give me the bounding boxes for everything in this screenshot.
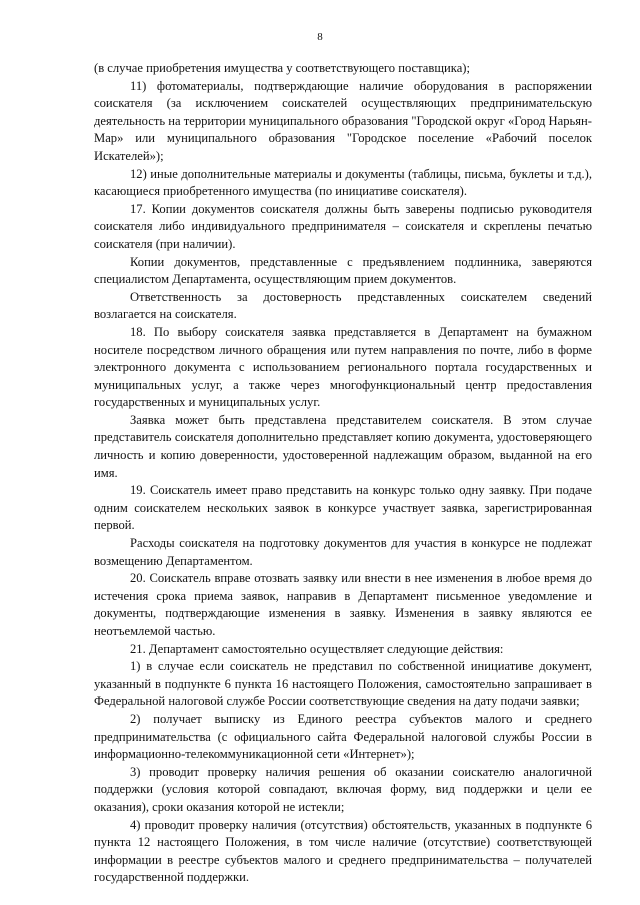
paragraph-clause-21: 21. Департамент самостоятельно осуществляет следующие действия: bbox=[130, 641, 504, 656]
paragraph-action-3: 3) проводит проверку наличия решения об оказании соискателю аналогичной поддержки (условия которой совпадают, включая форму, вид поддержки и цели ее оказания), сроки оказания которой не истекли; bbox=[94, 764, 592, 814]
paragraph-copies-certification: Копии документов, представленные с предъявлением подлинника, заверяются специалистом Департамента, осуществляющим прием документов. bbox=[94, 254, 592, 287]
paragraph-action-1: 1) в случае если соискатель не представил по собственной инициативе документ, указанный в подпункте 6 пункта 16 настоящего Положения, самостоятельно запрашивает в Федеральной налоговой службе России соответствующие сведения на дату подачи заявки; bbox=[94, 659, 592, 709]
paragraph-expenses: Расходы соискателя на подготовку документов для участия в конкурсе не подлежат возмещению Департаментом. bbox=[94, 536, 592, 568]
paragraph-clause-17: 17. Копии документов соискателя должны быть заверены подписью руководителя соискателя либо индивидуального предпринимателя – соискателя и скреплены печатью соискателя (при наличии). bbox=[94, 201, 592, 251]
paragraph-representative: Заявка может быть представлена представителем соискателя. В этом случае представитель соискателя дополнительно представляет копию документа, удостоверяющего личность и копию доверенности, удостоверенной надлежащим образом, выданной на его имя. bbox=[94, 412, 592, 480]
document-body bbox=[94, 60, 592, 887]
paragraph-clause-19: 19. Соискатель имеет право представить на конкурс только одну заявку. При подаче одним соискателем нескольких заявок в конкурсе участвует заявка, зарегистрированная первой. bbox=[94, 483, 592, 533]
paragraph-action-2: 2) получает выписку из Единого реестра субъектов малого и среднего предпринимательства (с официального сайта Федеральной налоговой службы России в информационно-телекоммуникационной сети «Интернет»); bbox=[94, 711, 592, 762]
paragraph-responsibility: Ответственность за достоверность представленных соискателем сведений возлагается на соискателя. bbox=[94, 289, 592, 322]
paragraph-item-11: 11) фотоматериалы, подтверждающие наличие оборудования в распоряжении соискателя (за исключением соискателей осуществляющих предпринимательскую деятельность на территории муниципального образования "Городской округ «Город Нарьян-Мар» или муниципального образования "Городское поселение «Рабочий поселок Искателей»); bbox=[94, 78, 592, 163]
paragraph-action-4: 4) проводит проверку наличия (отсутствия) обстоятельств, указанных в подпункте 6 пункта 12 настоящего Положения, в том числе наличие (отсутствие) соответствующей информации в реестре субъектов малого и среднего предпринимательства – получателей государственной поддержки. bbox=[94, 817, 592, 885]
paragraph-clause-18: 18. По выбору соискателя заявка представляется в Департамент на бумажном носителе посредством личного обращения или путем направления по почте, либо в форме электронного документа с использованием регионального портала государственных и муниципальных услуг, а также через многофункциональный центр предоставления государственных и муниципальных услуг. bbox=[94, 324, 592, 410]
paragraph-item-12: 12) иные дополнительные материалы и документы (таблицы, письма, буклеты и т.д.), касающиеся приобретенного имущества (по инициативе соискателя). bbox=[94, 166, 592, 199]
paragraph-clause-20: 20. Соискатель вправе отозвать заявку или внести в нее изменения в любое время до истечения срока приема заявок, направив в Департамент письменное уведомление и документы, подтверждающие изменения в заявку. Изменения в заявку являются ее неотъемлемой частью. bbox=[94, 571, 592, 638]
page-number: 8 bbox=[317, 31, 323, 43]
paragraph-continuation: (в случае приобретения имущества у соответствующего поставщика); bbox=[94, 61, 470, 75]
